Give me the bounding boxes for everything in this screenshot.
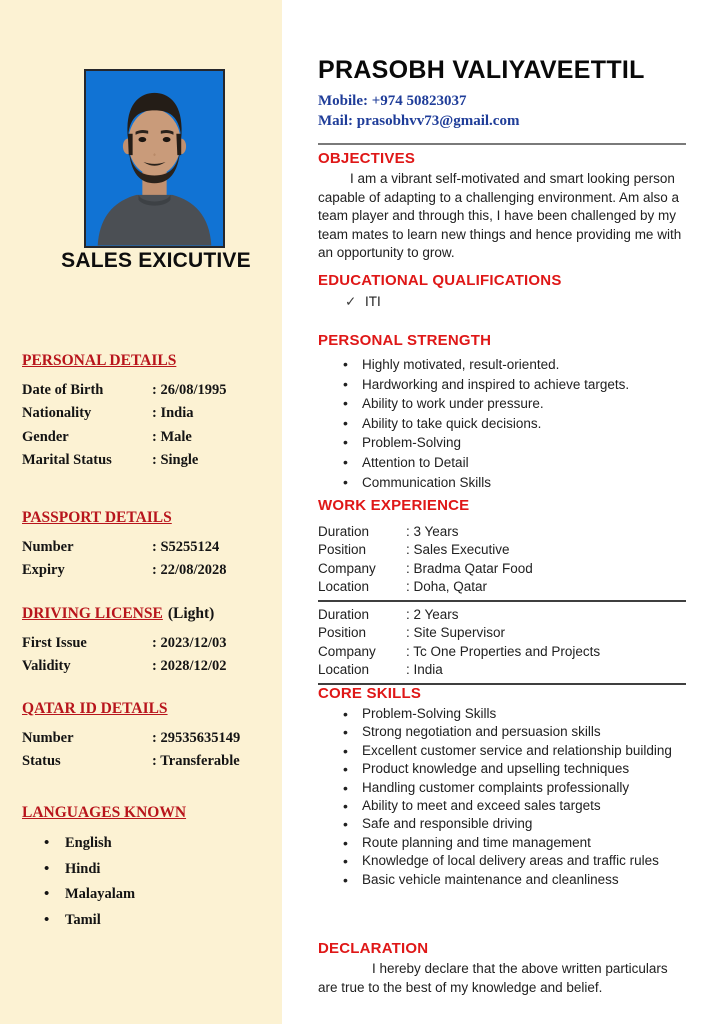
list-item: • Product knowledge and upselling techniques bbox=[318, 760, 686, 778]
personal-details-section bbox=[22, 352, 270, 473]
job-row: Duration : 3 Years bbox=[318, 524, 459, 539]
qatar-id-heading: QATAR ID DETAILS bbox=[22, 700, 168, 717]
education-heading: EDUCATIONAL QUALIFICATIONS bbox=[318, 272, 562, 289]
languages-list bbox=[22, 831, 270, 933]
list-item: • Ability to meet and exceed sales targets bbox=[318, 797, 686, 815]
education-item bbox=[318, 293, 686, 311]
driving-license-section bbox=[22, 605, 270, 679]
list-item: • Basic vehicle maintenance and cleanliness bbox=[318, 871, 686, 889]
list-item: • Problem-Solving Skills bbox=[318, 705, 686, 723]
list-item: • Ability to work under pressure. bbox=[318, 394, 686, 414]
education-item-label: ITI bbox=[365, 294, 381, 309]
personal-details-heading: PERSONAL DETAILS bbox=[22, 352, 177, 369]
header-divider bbox=[318, 143, 686, 145]
detail-row: Gender : Male bbox=[22, 428, 192, 445]
list-item: • Excellent customer service and relationship building bbox=[318, 742, 686, 760]
job-row: Duration : 2 Years bbox=[318, 607, 459, 623]
detail-row: Number : 29535635149 bbox=[22, 730, 241, 746]
objectives-heading: OBJECTIVES bbox=[318, 150, 416, 167]
list-item: • Handling customer complaints professionally bbox=[318, 779, 686, 797]
check-icon: ✓ bbox=[345, 294, 357, 309]
mobile-number: Mobile: +974 50823037 bbox=[318, 93, 467, 109]
detail-row: Nationality : India bbox=[22, 405, 194, 422]
sidebar bbox=[0, 0, 282, 1024]
profile-photo bbox=[84, 69, 225, 248]
list-item: • Safe and responsible driving bbox=[318, 815, 686, 833]
personal-strength-section bbox=[318, 332, 686, 492]
qatar-id-section bbox=[22, 700, 270, 774]
work-experience-section bbox=[318, 497, 686, 689]
list-item: • Communication Skills bbox=[318, 473, 686, 493]
job-row: Location : Doha, Qatar bbox=[318, 578, 488, 594]
email-address: Mail: prasobhvv73@gmail.com bbox=[318, 113, 520, 129]
passport-details-heading: PASSPORT DETAILS bbox=[22, 509, 172, 526]
job-divider bbox=[318, 600, 686, 602]
detail-row: Marital Status : Single bbox=[22, 452, 199, 469]
list-item: • Malayalam bbox=[22, 882, 270, 908]
detail-row: Date of Birth : 26/08/1995 bbox=[22, 382, 227, 398]
objectives-section bbox=[318, 150, 686, 263]
work-experience-heading: WORK EXPERIENCE bbox=[318, 497, 470, 514]
detail-row: First Issue : 2023/12/03 bbox=[22, 635, 227, 651]
list-item: • Tamil bbox=[22, 908, 270, 934]
detail-row: Validity : 2028/12/02 bbox=[22, 658, 227, 675]
core-skills-list bbox=[318, 705, 686, 889]
list-item: • Strong negotiation and persuasion skills bbox=[318, 723, 686, 741]
declaration-body: I hereby declare that the above written particulars are true to the best of my knowledge and belief. bbox=[318, 961, 668, 995]
education-section bbox=[318, 272, 686, 311]
detail-row: Number : S5255124 bbox=[22, 539, 220, 555]
contact-block bbox=[318, 91, 686, 131]
list-item: • Knowledge of local delivery areas and traffic rules bbox=[318, 852, 686, 870]
person-portrait-icon bbox=[86, 71, 223, 246]
detail-row: Expiry : 22/08/2028 bbox=[22, 562, 227, 579]
job-row: Position : Sales Executive bbox=[318, 542, 510, 558]
list-item: • Attention to Detail bbox=[318, 453, 686, 473]
declaration-section bbox=[318, 940, 686, 997]
passport-details-section bbox=[22, 509, 270, 583]
list-item: • Hindi bbox=[22, 857, 270, 883]
list-item: • English bbox=[22, 831, 270, 857]
languages-section bbox=[22, 804, 270, 933]
list-item: • Ability to take quick decisions. bbox=[318, 414, 686, 434]
driving-license-heading: DRIVING LICENSE (Light) bbox=[22, 605, 215, 622]
list-item: • Hardworking and inspired to achieve targets. bbox=[318, 375, 686, 395]
job-row: Company : Tc One Properties and Projects bbox=[318, 643, 601, 659]
job-entry bbox=[318, 523, 686, 596]
detail-row: Status : Transferable bbox=[22, 753, 240, 770]
job-row: Company : Bradma Qatar Food bbox=[318, 560, 533, 576]
core-skills-heading: CORE SKILLS bbox=[318, 685, 422, 702]
candidate-name: PRASOBH VALIYAVEETTIL bbox=[318, 56, 645, 84]
job-entry bbox=[318, 606, 686, 679]
job-row: Position : Site Supervisor bbox=[318, 625, 506, 641]
declaration-heading: DECLARATION bbox=[318, 940, 429, 957]
role-title: SALES EXICUTIVE bbox=[61, 249, 251, 272]
objectives-body: I am a vibrant self-motivated and smart looking person capable of adapting to a challenging environment. Am also a team player and through this, I have been challenged by my team mates to learn new things and hence providing me with an opportunity to grow. bbox=[318, 171, 682, 261]
personal-strength-list bbox=[318, 355, 686, 492]
core-skills-section bbox=[318, 685, 686, 889]
personal-strength-heading: PERSONAL STRENGTH bbox=[318, 332, 492, 349]
job-row: Location : India bbox=[318, 662, 443, 678]
header-section bbox=[318, 56, 686, 145]
list-item: • Problem-Solving bbox=[318, 433, 686, 453]
languages-heading: LANGUAGES KNOWN bbox=[22, 804, 187, 821]
list-item: • Route planning and time management bbox=[318, 834, 686, 852]
list-item: • Highly motivated, result-oriented. bbox=[318, 355, 686, 375]
